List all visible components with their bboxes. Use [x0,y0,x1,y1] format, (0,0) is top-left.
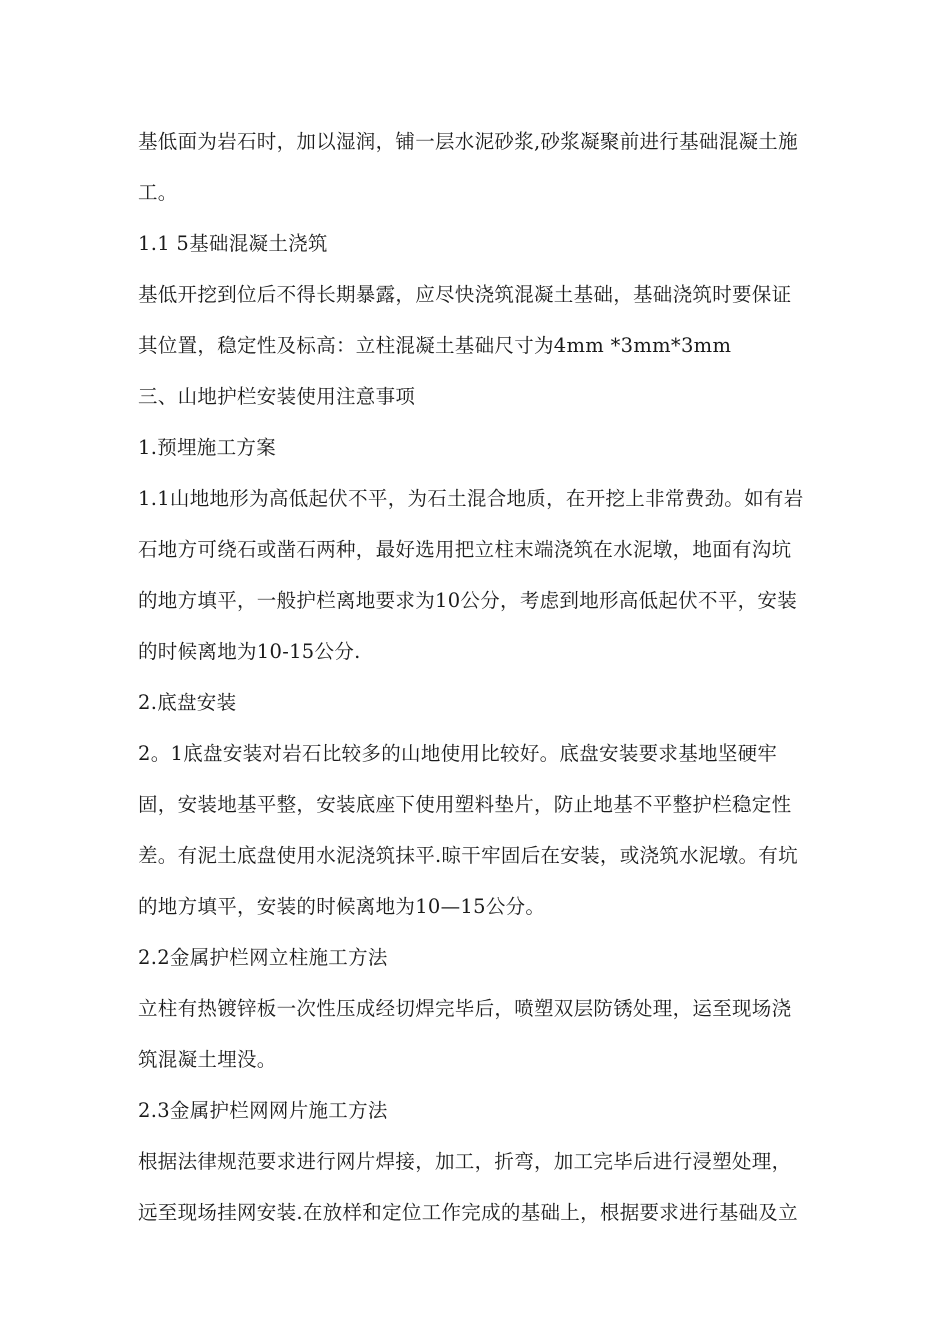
section-heading: 三、山地护栏安装使用注意事项 [138,385,416,408]
section-heading: 1.1 5基础混凝土浇筑 [138,232,328,255]
text-line: 2。1底盘安装对岩石比较多的山地使用比较好。底盘安装要求基地坚硬牢 [138,742,778,765]
text-line: 差。有泥土底盘使用水泥浇筑抹平.晾干牢固后在安装，或浇筑水泥墩。有坑 [138,844,798,867]
section-heading: 2.2金属护栏网立柱施工方法 [138,946,388,969]
section-heading: 2.底盘安装 [138,691,237,714]
text-line: 筑混凝土埋没。 [138,1048,277,1071]
text-line: 1.1山地地形为高低起伏不平，为石土混合地质，在开挖上非常费劲。如有岩 [138,487,804,510]
text-line: 的地方填平，安装的时候离地为10—15公分。 [138,895,546,918]
text-line: 固，安装地基平整，安装底座下使用塑料垫片，防止地基不平整护栏稳定性 [138,793,792,816]
text-line: 其位置，稳定性及标高：立柱混凝土基础尺寸为4mm *3mm*3mm [138,334,732,357]
text-line: 的地方填平，一般护栏离地要求为10公分，考虑到地形高低起伏不平，安装 [138,589,798,612]
text-line: 石地方可绕石或凿石两种，最好选用把立柱末端浇筑在水泥墩，地面有沟坑 [138,538,792,561]
text-line: 基低开挖到位后不得长期暴露，应尽快浇筑混凝土基础，基础浇筑时要保证 [138,283,792,306]
text-line: 工。 [138,181,178,204]
text-line: 立柱有热镀锌板一次性压成经切焊完毕后，喷塑双层防锈处理，运至现场浇 [138,997,792,1020]
text-line: 的时候离地为10-15公分. [138,640,361,663]
document-body [138,116,838,1238]
section-heading: 1.预埋施工方案 [138,436,277,459]
text-line: 基低面为岩石时，加以湿润，铺一层水泥砂浆,砂浆凝聚前进行基础混凝土施 [138,130,798,153]
text-line: 根据法律规范要求进行网片焊接，加工，折弯，加工完毕后进行浸塑处理， [138,1150,792,1173]
text-line: 远至现场挂网安装.在放样和定位工作完成的基础上，根据要求进行基础及立 [138,1201,798,1224]
section-heading: 2.3金属护栏网网片施工方法 [138,1099,388,1122]
